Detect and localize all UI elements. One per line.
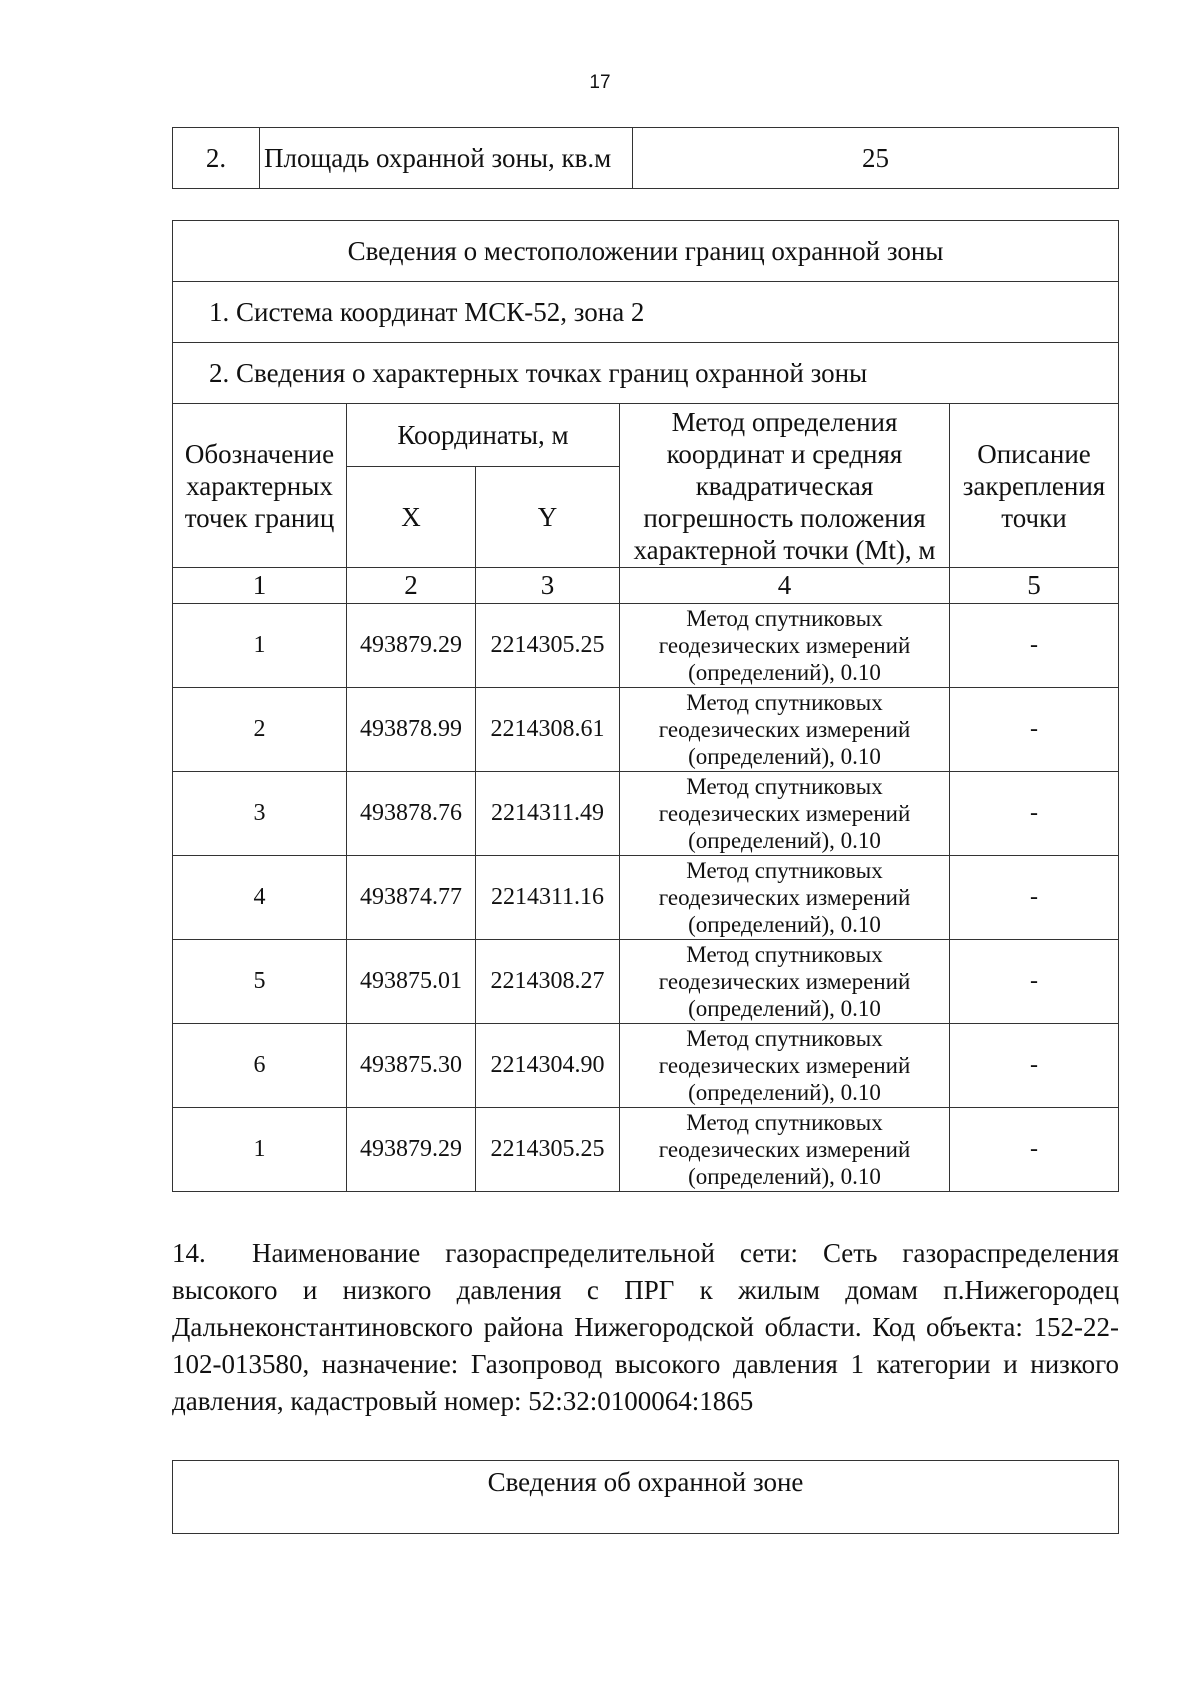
y-cell: 2214311.16 xyxy=(476,856,620,940)
x-cell: 493878.76 xyxy=(347,772,476,856)
description-cell: - xyxy=(950,940,1119,1024)
point-cell: 1 xyxy=(173,604,347,688)
description-cell: - xyxy=(950,604,1119,688)
points-title: 2. Сведения о характерных точках границ охранной зоны xyxy=(173,343,1119,404)
coord-system-row xyxy=(173,282,1119,343)
description-cell: - xyxy=(950,856,1119,940)
x-cell: 493879.29 xyxy=(347,1108,476,1192)
x-cell: 493879.29 xyxy=(347,604,476,688)
header-method: Метод определения координат и средняя квадратическая погрешность положения характерной точки (Mt), м xyxy=(620,404,950,568)
paragraph-number: 14. xyxy=(172,1238,206,1268)
point-cell: 6 xyxy=(173,1024,347,1108)
description-cell: - xyxy=(950,688,1119,772)
y-cell: 2214308.61 xyxy=(476,688,620,772)
y-cell: 2214311.49 xyxy=(476,772,620,856)
description-cell: - xyxy=(950,1024,1119,1108)
page-number: 17 xyxy=(589,72,611,93)
column-number: 4 xyxy=(620,568,950,604)
header-row xyxy=(173,404,1119,467)
column-number: 3 xyxy=(476,568,620,604)
area-row-value: 25 xyxy=(633,128,1119,189)
area-table xyxy=(172,127,1119,189)
header-x: X xyxy=(347,467,476,568)
method-cell: Метод спутниковых геодезических измерений (определений), 0.10 xyxy=(620,688,950,772)
method-cell: Метод спутниковых геодезических измерений (определений), 0.10 xyxy=(620,1108,950,1192)
point-cell: 5 xyxy=(173,940,347,1024)
table-row xyxy=(173,856,1119,940)
header-description: Описание закрепления точки xyxy=(950,404,1119,568)
y-cell: 2214305.25 xyxy=(476,604,620,688)
area-row-number: 2. xyxy=(173,128,260,189)
table-row xyxy=(173,1024,1119,1108)
area-row-label: Площадь охранной зоны, кв.м xyxy=(260,128,633,189)
method-cell: Метод спутниковых геодезических измерений (определений), 0.10 xyxy=(620,1024,950,1108)
point-cell: 3 xyxy=(173,772,347,856)
paragraph-text: Наименование газораспределительной сети: Сеть газораспределения высокого и низкого давления с ПРГ к жилым домам п.Нижегородец Дальнеконстантиновского района Нижегородской области. Код объекта: 152-22-102-013580, назначение: Газопровод высокого давления 1 категории и низкого давления, кадастровый номер: 52:32:0100064:1865 xyxy=(172,1238,1119,1416)
boundaries-table xyxy=(172,220,1119,1192)
column-number: 2 xyxy=(347,568,476,604)
method-cell: Метод спутниковых геодезических измерений (определений), 0.10 xyxy=(620,772,950,856)
boundaries-title-row xyxy=(173,221,1119,282)
zone-table-title: Сведения об охранной зоне xyxy=(173,1461,1119,1534)
point-cell: 4 xyxy=(173,856,347,940)
paragraph-14 xyxy=(172,1235,1119,1420)
coord-system: 1. Система координат МСК-52, зона 2 xyxy=(173,282,1119,343)
header-y: Y xyxy=(476,467,620,568)
y-cell: 2214305.25 xyxy=(476,1108,620,1192)
point-cell: 2 xyxy=(173,688,347,772)
table-row xyxy=(173,772,1119,856)
header-designation: Обозначение характерных точек границ xyxy=(173,404,347,568)
method-cell: Метод спутниковых геодезических измерений (определений), 0.10 xyxy=(620,604,950,688)
column-number: 1 xyxy=(173,568,347,604)
x-cell: 493875.30 xyxy=(347,1024,476,1108)
y-cell: 2214304.90 xyxy=(476,1024,620,1108)
header-coords: Координаты, м xyxy=(347,404,620,467)
description-cell: - xyxy=(950,772,1119,856)
table-row xyxy=(173,1108,1119,1192)
zone-table xyxy=(172,1460,1119,1534)
column-number: 5 xyxy=(950,568,1119,604)
method-cell: Метод спутниковых геодезических измерений (определений), 0.10 xyxy=(620,940,950,1024)
area-row xyxy=(173,128,1119,189)
point-cell: 1 xyxy=(173,1108,347,1192)
method-cell: Метод спутниковых геодезических измерений (определений), 0.10 xyxy=(620,856,950,940)
x-cell: 493878.99 xyxy=(347,688,476,772)
x-cell: 493875.01 xyxy=(347,940,476,1024)
x-cell: 493874.77 xyxy=(347,856,476,940)
table-row xyxy=(173,604,1119,688)
description-cell: - xyxy=(950,1108,1119,1192)
points-title-row xyxy=(173,343,1119,404)
table-row xyxy=(173,940,1119,1024)
table-row xyxy=(173,688,1119,772)
boundaries-title: Сведения о местоположении границ охранной зоны xyxy=(173,221,1119,282)
column-numbers-row xyxy=(173,568,1119,604)
y-cell: 2214308.27 xyxy=(476,940,620,1024)
